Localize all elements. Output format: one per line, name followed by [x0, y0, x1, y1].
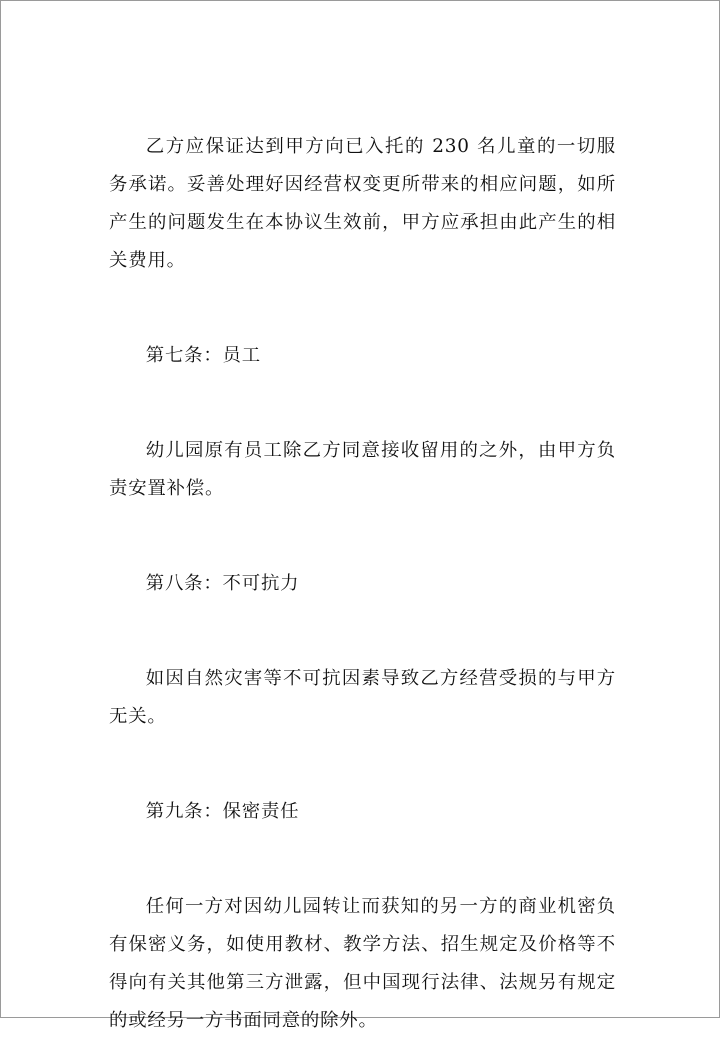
confidentiality-paragraph: 任何一方对因幼儿园转让而获知的另一方的商业机密负有保密义务，如使用教材、教学方法、招生规定及价格等不得向有关其他第三方泄露，但中国现行法律、法规另有规定的或经另一方书面同意的除外。: [109, 896, 616, 1031]
service-commitment-paragraph: 乙方应保证达到甲方向已入托的 230 名儿童的一切服务承诺。妥善处理好因经营权变更所带来的相应问题，如所产生的问题发生在本协议生效前，甲方应承担由此产生的相关费用。: [109, 136, 616, 271]
article-7-heading: 第七条：员工: [145, 345, 261, 366]
force-majeure-paragraph: 如因自然灾害等不可抗因素导致乙方经营受损的与甲方无关。: [109, 668, 616, 727]
staff-paragraph: 幼儿园原有员工除乙方同意接收留用的之外，由甲方负责安置补偿。: [109, 440, 616, 499]
article-9-heading: 第九条：保密责任: [145, 801, 300, 822]
article-8-heading: 第八条：不可抗力: [145, 573, 300, 594]
document-body: [109, 128, 616, 1040]
